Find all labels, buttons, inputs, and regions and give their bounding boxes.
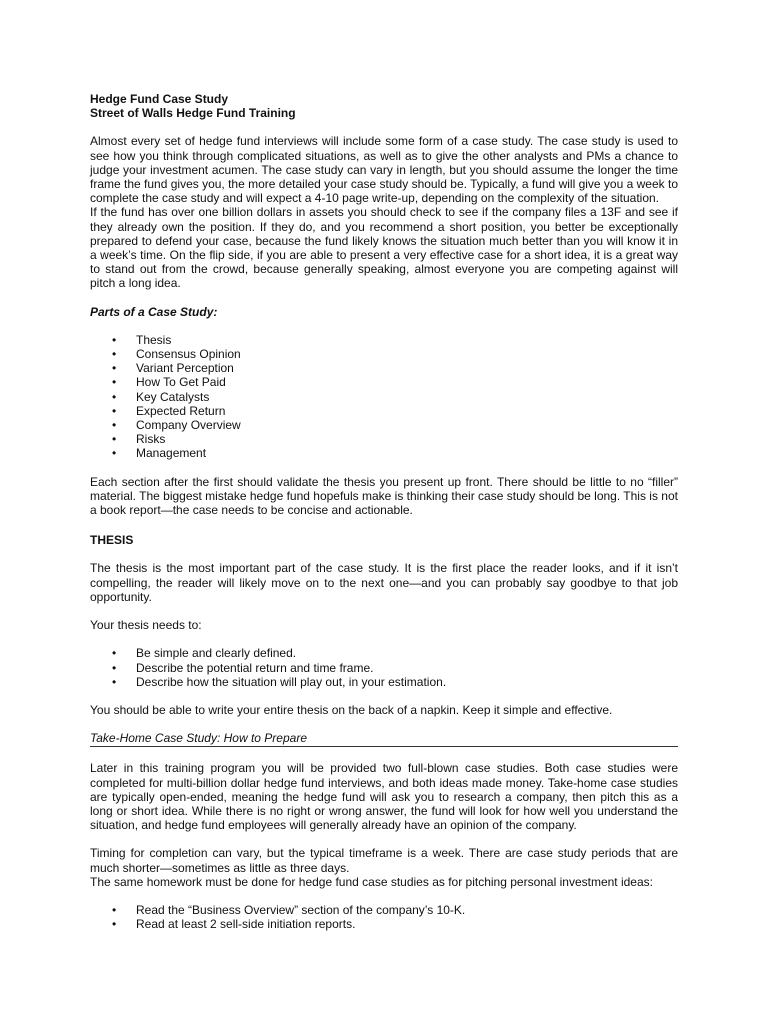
- spacer: [90, 120, 678, 134]
- list-item: [90, 418, 678, 432]
- list-item: [90, 404, 678, 418]
- list-item-text: Consensus Opinion: [136, 347, 241, 362]
- list-item: [90, 675, 678, 689]
- list-item: [90, 903, 678, 917]
- bullet-icon: •: [112, 347, 117, 362]
- spacer: [90, 319, 678, 333]
- list-item-text: Company Overview: [136, 418, 241, 433]
- list-item-text: Expected Return: [136, 403, 226, 418]
- bullet-icon: •: [112, 902, 117, 917]
- parts-after-paragraph: Each section after the first should validate the thesis you present up front. There should be little to no “filler” material. The biggest mistake hedge fund hopefuls make is thinking their case study should be long. This is not a book report—the case needs to be concise and actionable.: [90, 474, 678, 518]
- take-home-list: [90, 903, 678, 931]
- spacer: [90, 461, 678, 475]
- bullet-icon: •: [112, 917, 117, 932]
- list-item-text: Risks: [136, 432, 166, 447]
- spacer: [90, 517, 678, 533]
- thesis-heading: THESIS: [90, 533, 134, 548]
- thesis-needs-list: [90, 646, 678, 689]
- take-home-heading: Take-Home Case Study: How to Prepare: [90, 731, 678, 747]
- document-subtitle: Street of Walls Hedge Fund Training: [90, 106, 296, 121]
- spacer: [90, 689, 678, 703]
- bullet-icon: •: [112, 403, 117, 418]
- bullet-icon: •: [112, 660, 117, 675]
- parts-heading: Parts of a Case Study:: [90, 304, 218, 319]
- list-item-text: Describe the potential return and time frame.: [136, 660, 374, 675]
- list-item-text: Read at least 2 sell-side initiation reports.: [136, 917, 356, 932]
- list-item-text: Management: [136, 446, 207, 461]
- bullet-icon: •: [112, 432, 117, 447]
- list-item-text: Read the “Business Overview” section of the company’s 10-K.: [136, 902, 466, 917]
- bullet-icon: •: [112, 446, 117, 461]
- list-item: [90, 432, 678, 446]
- thesis-closing: You should be able to write your entire thesis on the back of a napkin. Keep it simple and effective.: [90, 702, 613, 717]
- list-item: [90, 361, 678, 375]
- bullet-icon: •: [112, 418, 117, 433]
- list-item: [90, 446, 678, 460]
- take-home-paragraph-2: Timing for completion can vary, but the typical timeframe is a week. There are case study periods that are much shorter—sometimes as little as three days.: [90, 846, 678, 875]
- list-item: [90, 646, 678, 660]
- bullet-icon: •: [112, 646, 117, 661]
- list-item-text: Describe how the situation will play out, in your estimation.: [136, 674, 447, 689]
- list-item: [90, 333, 678, 347]
- thesis-needs-intro: Your thesis needs to:: [90, 618, 202, 633]
- list-item-text: Variant Perception: [136, 361, 234, 376]
- list-item-text: Key Catalysts: [136, 389, 210, 404]
- list-item-text: Thesis: [136, 332, 172, 347]
- take-home-paragraph-1: Later in this training program you will be provided two full-blown case studies. Both case studies were completed for multi-billion dollar hedge fund interviews, and both ideas made money. Take-home case studies are typically open-ended, meaning the hedge fund will ask you to research a company, then pitch this as a long or short idea. While there is no right or wrong answer, the fund will look for how well you understand the situation, and hedge fund employees will generally already have an opinion of the company.: [90, 761, 678, 833]
- list-item-text: How To Get Paid: [136, 375, 226, 390]
- take-home-paragraph-3: The same homework must be done for hedge fund case studies as for pitching personal investment ideas:: [90, 874, 653, 889]
- spacer: [90, 832, 678, 846]
- parts-list: [90, 333, 678, 461]
- spacer: [90, 632, 678, 646]
- bullet-icon: •: [112, 674, 117, 689]
- list-item-text: Be simple and clearly defined.: [136, 646, 297, 661]
- list-item: [90, 375, 678, 389]
- bullet-icon: •: [112, 389, 117, 404]
- spacer: [90, 291, 678, 305]
- list-item: [90, 917, 678, 931]
- list-item: [90, 661, 678, 675]
- spacer: [90, 547, 678, 561]
- document-page: [90, 92, 678, 931]
- bullet-icon: •: [112, 361, 117, 376]
- thesis-paragraph: The thesis is the most important part of the case study. It is the first place the reader looks, and if it isn’t compelling, the reader will likely move on to the next one—and you can probably say goodbye to that job opportunity.: [90, 561, 678, 604]
- list-item: [90, 347, 678, 361]
- intro-paragraph-2: If the fund has over one billion dollars in assets you should check to see if the company files a 13F and see if they already own the position. If they do, and you recommend a short position, you better be exceptionally prepared to defend your case, because the fund likely knows the situation much better than you will know it in a week’s time. On the flip side, if you are able to present a very effective case for a short idea, it is a great way to stand out from the crowd, because generally speaking, almost everyone you are competing against will pitch a long idea.: [90, 205, 678, 291]
- document-title: Hedge Fund Case Study: [90, 92, 229, 106]
- bullet-icon: •: [112, 332, 117, 347]
- list-item: [90, 390, 678, 404]
- intro-paragraph-1: Almost every set of hedge fund interviews will include some form of a case study. The case study is used to see how you think through complicated situations, as well as to give the other analysts and PMs a chance to judge your investment acumen. The case study can vary in length, but you should assume the longer the time frame the fund gives you, the more detailed your case study should be. Typically, a fund will give you a week to complete the case study and will expect a 4-10 page write-up, depending on the complexity of the situation.: [90, 134, 678, 206]
- bullet-icon: •: [112, 375, 117, 390]
- spacer: [90, 747, 678, 761]
- spacer: [90, 604, 678, 618]
- spacer: [90, 717, 678, 731]
- spacer: [90, 889, 678, 903]
